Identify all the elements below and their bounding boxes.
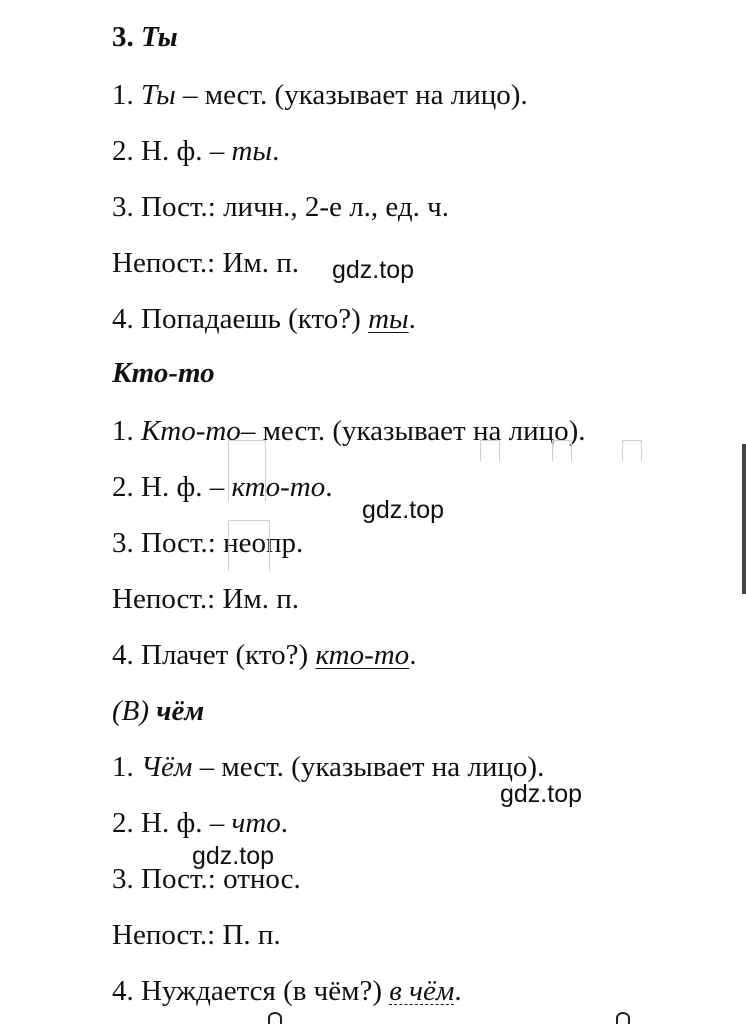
faint-artifact [552, 440, 572, 461]
analysis-line: 3. Пост.: относ. [112, 863, 301, 895]
subject-underlined: кто-то [315, 639, 410, 671]
analysis-line: 2. Н. ф. – что. [112, 807, 289, 839]
analysis-line: Непост.: П. п. [112, 919, 281, 951]
analysis-line: 1. Ты – мест. (указывает на лицо). [112, 79, 528, 111]
analysis-line: 4. Попадаешь (кто?) ты. [112, 303, 416, 335]
faint-artifact [622, 440, 642, 461]
analysis-line: 2. Н. ф. – кто-то. [112, 471, 333, 503]
watermark: gdz.top [192, 842, 275, 870]
section-heading [112, 20, 178, 54]
heading-word: чём [156, 695, 205, 727]
watermark: gdz.top [500, 780, 583, 808]
analysis-line: 4. Плачет (кто?) кто-то. [112, 639, 417, 671]
analysis-line: 1. Чём – мест. (указывает на лицо). [112, 751, 545, 783]
watermark: gdz.top [332, 256, 415, 284]
analysis-line: 2. Н. ф. – ты. [112, 135, 280, 167]
page-edge-mark [742, 444, 746, 594]
analysis-line: 3. Пост.: личн., 2-е л., ед. ч. [112, 191, 450, 223]
watermark: gdz.top [362, 496, 445, 524]
faint-artifact [228, 440, 266, 501]
section-heading [112, 694, 204, 728]
faint-artifact [228, 520, 270, 571]
bottom-mark [616, 1012, 630, 1024]
analysis-line: Непост.: Им. п. [112, 247, 300, 279]
heading-word: Кто-то [112, 357, 215, 389]
bottom-mark [268, 1012, 282, 1024]
heading-prefix: (В) [112, 695, 150, 727]
section-heading [112, 356, 215, 390]
heading-word: Ты [141, 21, 178, 53]
object-underlined: в чём [389, 975, 455, 1007]
analysis-line: 3. Пост.: неопр. [112, 527, 304, 559]
heading-number: 3. [112, 21, 134, 53]
analysis-line: Непост.: Им. п. [112, 583, 300, 615]
subject-underlined: ты [368, 303, 409, 335]
analysis-line: 1. Кто-то– мест. (указывает на лицо). [112, 415, 586, 447]
faint-artifact [480, 440, 500, 461]
analysis-line: 4. Нуждается (в чём?) в чём. [112, 975, 462, 1007]
